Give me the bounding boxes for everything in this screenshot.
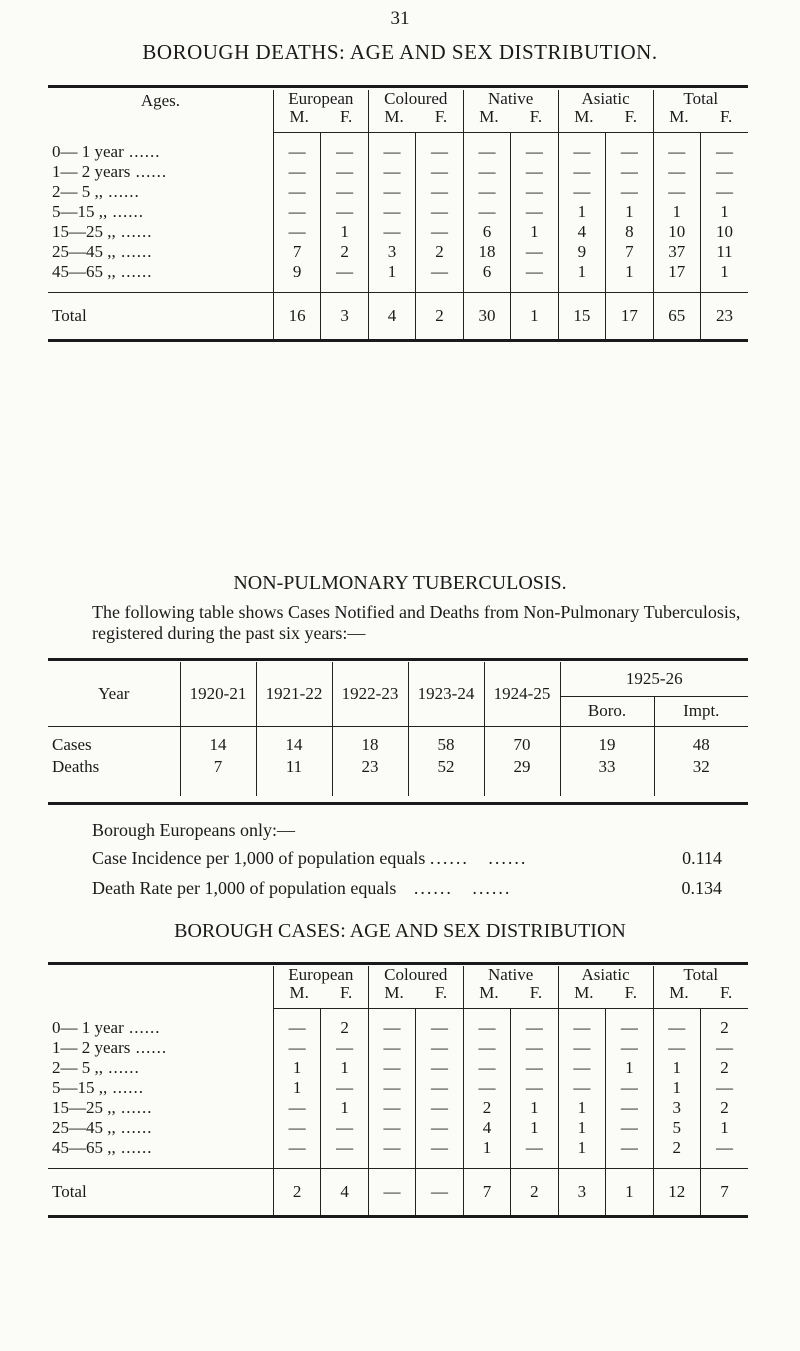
page-number: 31 [390, 8, 410, 29]
table-cell: 2 [321, 1018, 368, 1038]
deaths-group-header: Native [488, 89, 534, 108]
sub-m: M. [669, 983, 689, 1002]
table-cell: 29 [484, 756, 560, 778]
npt-sub-header: Boro. [560, 696, 654, 726]
table-cell: — [558, 1058, 605, 1078]
table-cell: — [653, 1038, 700, 1058]
sub-f: F. [624, 983, 637, 1002]
cases-group-header: Total [683, 965, 719, 984]
npt-year-header: 1922-23 [332, 662, 408, 726]
cases-group-header: Native [488, 965, 534, 984]
sub-m: M. [479, 107, 499, 126]
npt-year-header: Year [98, 683, 130, 703]
table-cell: 8 [606, 222, 653, 242]
total-cell: 3 [321, 292, 368, 340]
table-cell: 1 [321, 222, 368, 242]
table-cell: 3 [653, 1098, 700, 1118]
table-cell: 1 [558, 1098, 605, 1118]
table-cell: 1 [368, 262, 415, 282]
incidence-label: Case Incidence per 1,000 of population equals [92, 848, 426, 868]
europeans-heading: Borough Europeans only:— [92, 820, 295, 840]
table-row [48, 182, 748, 202]
total-cell: 17 [606, 292, 653, 340]
table-cell: — [273, 1138, 320, 1158]
age-label: 15—25 ,, ...... [52, 1098, 153, 1117]
total-cell: 15 [558, 292, 605, 340]
npt-year-header: 1923-24 [408, 662, 484, 726]
table-cell: 7 [273, 242, 320, 262]
table-cell: — [321, 162, 368, 182]
table-cell: 37 [653, 242, 700, 262]
table-cell: — [273, 1038, 320, 1058]
table-cell: — [606, 1118, 653, 1138]
npt-year-header: 1921-22 [256, 662, 332, 726]
table-cell: 1 [511, 1118, 558, 1138]
table-cell: — [558, 162, 605, 182]
table-row [48, 1118, 748, 1138]
table-cell: 1 [606, 262, 653, 282]
table-cell: — [606, 1038, 653, 1058]
table-cell: 1 [701, 262, 749, 282]
table-cell: — [368, 162, 415, 182]
table-cell: — [558, 1038, 605, 1058]
age-label: 2— 5 ,, ...... [52, 182, 140, 201]
table-cell: 1 [701, 1118, 749, 1138]
table-cell: — [416, 202, 463, 222]
table-cell: — [606, 1098, 653, 1118]
table-cell: 1 [653, 1058, 700, 1078]
table-cell: 6 [463, 262, 510, 282]
table-cell: — [416, 1018, 463, 1038]
npt-year-header: 1925-26 [560, 662, 748, 696]
table-cell: 2 [416, 242, 463, 262]
table-cell: — [511, 1038, 558, 1058]
table-row [48, 1078, 748, 1098]
total-cell: — [416, 1168, 463, 1216]
table-cell: — [653, 142, 700, 162]
total-cell: 30 [463, 292, 510, 340]
table-cell: — [653, 1018, 700, 1038]
table-cell: — [368, 142, 415, 162]
table-cell: 10 [653, 222, 700, 242]
deaths-group-header: Asiatic [581, 89, 630, 108]
deaths-title: BOROUGH DEATHS: AGE AND SEX DISTRIBUTION. [142, 40, 658, 64]
sub-f: F. [339, 983, 353, 1002]
cases-group-header: European [288, 965, 354, 984]
table-cell: 9 [273, 262, 320, 282]
total-cell: 2 [511, 1168, 558, 1216]
table-cell: — [368, 1018, 415, 1038]
table-cell: — [416, 1118, 463, 1138]
npt-title: NON-PULMONARY TUBERCULOSIS. [233, 572, 567, 594]
table-cell: — [463, 1018, 510, 1038]
table-cell: 3 [368, 242, 415, 262]
age-label: 0— 1 year ...... [52, 142, 161, 161]
npt-bottom-rule [48, 802, 748, 805]
table-cell: — [463, 1038, 510, 1058]
age-label: 1— 2 years ...... [52, 1038, 168, 1057]
table-cell: 2 [701, 1058, 749, 1078]
table-row [48, 756, 748, 778]
table-cell: — [463, 1058, 510, 1078]
age-label: 1— 2 years ...... [52, 162, 168, 181]
table-cell: — [511, 1078, 558, 1098]
table-cell: — [368, 1058, 415, 1078]
table-cell: 2 [701, 1098, 749, 1118]
sub-m: M. [574, 983, 594, 1002]
table-cell: — [321, 182, 368, 202]
table-cell: — [701, 1038, 749, 1058]
total-cell: 2 [273, 1168, 320, 1216]
table-cell: — [368, 1078, 415, 1098]
age-label: 45—65 ,, ...... [52, 1138, 153, 1157]
table-cell: — [511, 202, 558, 222]
table-cell: 1 [558, 1138, 605, 1158]
table-cell: — [606, 162, 653, 182]
table-cell: — [606, 182, 653, 202]
total-row [48, 292, 748, 340]
table-cell: 1 [511, 222, 558, 242]
table-cell: — [463, 182, 510, 202]
table-cell: 1 [558, 202, 605, 222]
sub-f: F. [719, 107, 733, 126]
table-cell: 5 [653, 1118, 700, 1138]
table-cell: — [368, 182, 415, 202]
table-cell: — [701, 162, 749, 182]
table-cell: 1 [321, 1098, 368, 1118]
table-cell: 11 [701, 242, 749, 262]
table-cell: 7 [606, 242, 653, 262]
table-cell: 9 [558, 242, 605, 262]
table-cell: — [558, 182, 605, 202]
table-cell: — [416, 1038, 463, 1058]
table-cell: — [701, 142, 749, 162]
table-cell: — [321, 1138, 368, 1158]
table-cell: — [321, 262, 368, 282]
table-cell: 1 [701, 202, 749, 222]
death-rate-value: 0.134 [681, 878, 722, 898]
table-row [48, 1058, 748, 1078]
age-label: 45—65 ,, ...... [52, 262, 153, 281]
age-label: 25—45 ,, ...... [52, 1118, 153, 1137]
total-label: Total [52, 305, 87, 325]
npt-year-header: 1924-25 [484, 662, 560, 726]
table-cell: 4 [558, 222, 605, 242]
npt-top-rule [48, 658, 748, 661]
table-cell: — [701, 1078, 749, 1098]
table-cell: 14 [180, 734, 256, 756]
total-cell: 1 [606, 1168, 653, 1216]
sub-m: M. [289, 983, 309, 1002]
sub-f: F. [339, 107, 353, 126]
sub-m: M. [574, 107, 594, 126]
table-cell: 1 [321, 1058, 368, 1078]
table-cell: 1 [606, 202, 653, 222]
table-cell: — [701, 182, 749, 202]
sub-m: M. [669, 107, 689, 126]
table-cell: — [511, 242, 558, 262]
table-cell: — [511, 262, 558, 282]
total-cell: 7 [701, 1168, 749, 1216]
deaths-table [48, 90, 748, 342]
total-label: Total [52, 1181, 87, 1201]
table-cell: 52 [408, 756, 484, 778]
cases-title: BOROUGH CASES: AGE AND SEX DISTRIBUTION [174, 920, 626, 942]
age-label: 0— 1 year ...... [52, 1018, 161, 1037]
cases-table [48, 966, 748, 1218]
table-cell: — [321, 1038, 368, 1058]
table-cell: — [511, 1058, 558, 1078]
table-cell: 2 [321, 242, 368, 262]
table-cell: — [416, 1098, 463, 1118]
npt-intro: The following table shows Cases Notified and Deaths from Non-Pulmonary Tuberculosis, registered during the past six years:— [92, 602, 741, 643]
table-cell: 10 [701, 222, 749, 242]
total-cell: 1 [511, 292, 558, 340]
table-cell: — [273, 142, 320, 162]
table-cell: 19 [560, 734, 654, 756]
table-cell: — [321, 1078, 368, 1098]
table-cell: — [653, 182, 700, 202]
table-cell: — [463, 202, 510, 222]
table-cell: 6 [463, 222, 510, 242]
table-cell: — [273, 182, 320, 202]
table-cell: — [511, 1138, 558, 1158]
table-cell: 1 [653, 202, 700, 222]
table-cell: — [416, 142, 463, 162]
table-cell: — [273, 222, 320, 242]
table-cell: — [273, 202, 320, 222]
table-cell: — [558, 1078, 605, 1098]
table-cell: — [273, 1118, 320, 1138]
table-cell: 1 [273, 1058, 320, 1078]
table-cell: 23 [332, 756, 408, 778]
row-label: Deaths [52, 757, 100, 776]
table-row [48, 142, 748, 162]
age-label: 2— 5 ,, ...... [52, 1058, 140, 1077]
table-cell: 1 [558, 1118, 605, 1138]
row-label: Cases [52, 735, 92, 754]
table-cell: — [273, 162, 320, 182]
sub-f: F. [719, 983, 733, 1002]
sub-f: F. [529, 107, 543, 126]
table-cell: 14 [256, 734, 332, 756]
sub-f: F. [529, 983, 543, 1002]
table-cell: 1 [463, 1138, 510, 1158]
table-cell: 70 [484, 734, 560, 756]
sub-m: M. [384, 107, 404, 126]
npt-sub-header: Impt. [654, 696, 748, 726]
sub-f: F. [434, 983, 448, 1002]
table-cell: 17 [653, 262, 700, 282]
table-cell: — [606, 142, 653, 162]
table-cell: — [558, 142, 605, 162]
incidence-value: 0.114 [682, 848, 722, 868]
table-cell: — [368, 1098, 415, 1118]
total-cell: 4 [368, 292, 415, 340]
sub-m: M. [289, 107, 309, 126]
cases-group-header: Coloured [384, 965, 448, 984]
npt-year-header: 1920-21 [180, 662, 256, 726]
table-row [48, 242, 748, 262]
deaths-ages-header: Ages. [140, 91, 181, 110]
table-cell: — [368, 1038, 415, 1058]
table-cell: — [416, 162, 463, 182]
table-cell: 4 [463, 1118, 510, 1138]
table-cell: — [416, 1138, 463, 1158]
table-cell: — [511, 1018, 558, 1038]
total-cell: 3 [558, 1168, 605, 1216]
table-cell: — [558, 1018, 605, 1038]
table-cell: — [511, 162, 558, 182]
cases-group-header: Asiatic [581, 965, 630, 984]
deaths-group-header: European [288, 89, 354, 108]
table-cell: — [321, 142, 368, 162]
total-cell: 4 [321, 1168, 368, 1216]
total-cell: 2 [416, 292, 463, 340]
sub-m: M. [384, 983, 404, 1002]
table-cell: 7 [180, 756, 256, 778]
total-cell: 16 [273, 292, 320, 340]
total-cell: 12 [653, 1168, 700, 1216]
table-cell: 1 [511, 1098, 558, 1118]
table-row [48, 734, 748, 756]
table-cell: 18 [463, 242, 510, 262]
table-cell: — [606, 1138, 653, 1158]
table-cell: — [511, 142, 558, 162]
age-label: 5—15 ,, ...... [52, 202, 144, 221]
table-cell: 1 [558, 262, 605, 282]
age-label: 5—15 ,, ...... [52, 1078, 144, 1097]
table-row [48, 202, 748, 222]
table-cell: — [368, 222, 415, 242]
table-cell: — [463, 142, 510, 162]
table-cell: 48 [654, 734, 748, 756]
sub-f: F. [624, 107, 637, 126]
table-row [48, 1138, 748, 1158]
table-row [48, 1098, 748, 1118]
deaths-group-header: Total [683, 89, 719, 108]
death-rate-label: Death Rate per 1,000 of population equals [92, 878, 397, 898]
sub-f: F. [434, 107, 448, 126]
total-cell: 7 [463, 1168, 510, 1216]
table-cell: 11 [256, 756, 332, 778]
table-cell: — [321, 1118, 368, 1138]
table-cell: 32 [654, 756, 748, 778]
table-cell: — [511, 182, 558, 202]
table-row [48, 162, 748, 182]
table-cell: — [368, 1118, 415, 1138]
table-cell: — [368, 1138, 415, 1158]
table-cell: — [368, 202, 415, 222]
table-cell: 2 [463, 1098, 510, 1118]
table-cell: — [463, 1078, 510, 1098]
table-cell: — [416, 1078, 463, 1098]
npt-table [48, 662, 748, 796]
total-cell: 65 [653, 292, 700, 340]
table-cell: — [463, 162, 510, 182]
sub-m: M. [479, 983, 499, 1002]
total-cell: 23 [701, 292, 749, 340]
table-cell: — [416, 222, 463, 242]
table-cell: 18 [332, 734, 408, 756]
age-label: 15—25 ,, ...... [52, 222, 153, 241]
table-cell: 1 [273, 1078, 320, 1098]
table-cell: 33 [560, 756, 654, 778]
table-cell: — [416, 262, 463, 282]
table-cell: 1 [606, 1058, 653, 1078]
incidence-line: Case Incidence per 1,000 of population equals ...... ...... 0.114 [92, 848, 722, 868]
deaths-group-header: Coloured [384, 89, 448, 108]
total-row [48, 1168, 748, 1216]
table-cell: — [416, 1058, 463, 1078]
table-row [48, 1018, 748, 1038]
table-cell: 58 [408, 734, 484, 756]
table-cell: — [653, 162, 700, 182]
deaths-top-rule [48, 85, 748, 88]
table-row [48, 222, 748, 242]
table-cell: — [273, 1098, 320, 1118]
table-cell: — [273, 1018, 320, 1038]
table-cell: — [606, 1078, 653, 1098]
table-cell: 2 [701, 1018, 749, 1038]
table-row [48, 1038, 748, 1058]
total-cell: — [368, 1168, 415, 1216]
table-cell: — [701, 1138, 749, 1158]
table-cell: 1 [653, 1078, 700, 1098]
table-cell: — [321, 202, 368, 222]
table-cell: — [606, 1018, 653, 1038]
age-label: 25—45 ,, ...... [52, 242, 153, 261]
table-cell: 2 [653, 1138, 700, 1158]
death-rate-line: Death Rate per 1,000 of population equals ...... ...... 0.134 [92, 878, 722, 898]
table-row [48, 262, 748, 282]
table-cell: — [416, 182, 463, 202]
